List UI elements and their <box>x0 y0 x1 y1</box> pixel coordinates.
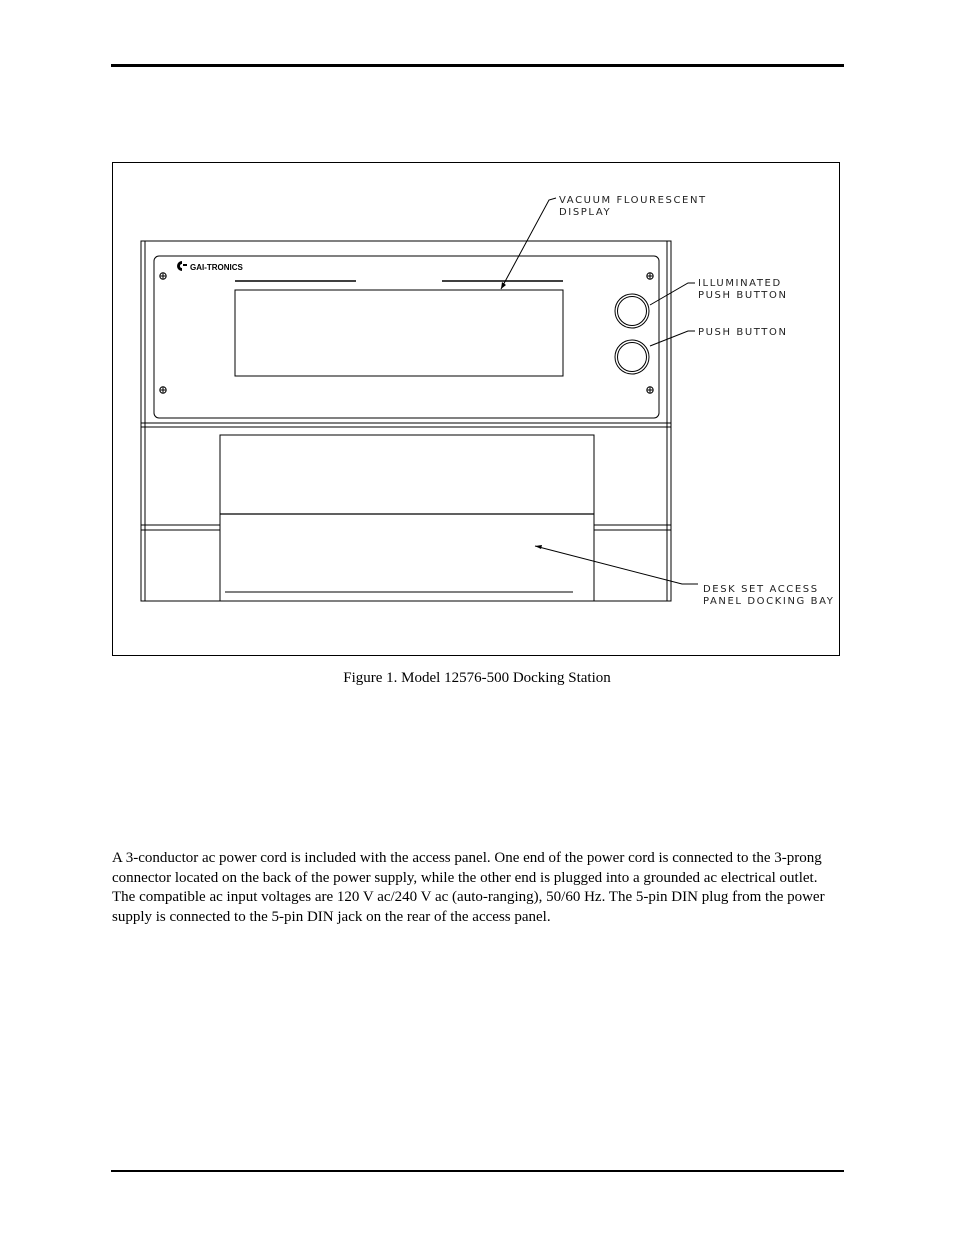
svg-text:GAI-TRONICS: GAI-TRONICS <box>190 263 243 272</box>
callout-push-button: PUSH BUTTON <box>698 327 788 338</box>
front-bezel <box>154 256 659 418</box>
bezel-screws <box>160 273 653 393</box>
gai-tronics-logo <box>177 261 244 272</box>
footer-rule <box>111 1170 844 1172</box>
push-button <box>615 340 649 374</box>
callout-illuminated-2: PUSH BUTTON <box>698 290 788 301</box>
callout-display-1: VACUUM FLOURESCENT <box>559 195 707 206</box>
figure-frame <box>112 162 840 656</box>
callout-illuminated-1: ILLUMINATED <box>698 278 782 289</box>
callout-display-2: DISPLAY <box>559 207 612 218</box>
callout-docking-2: PANEL DOCKING BAY <box>703 596 835 607</box>
docking-station-drawing <box>113 163 841 657</box>
header-rule <box>111 64 844 67</box>
vfd-display <box>235 290 563 376</box>
figure-caption: Figure 1. Model 12576-500 Docking Station <box>343 670 611 686</box>
docking-bay <box>220 435 594 601</box>
body-paragraph: A 3-conductor ac power cord is included with the access panel. One end of the power cord is connected to the 3-prong connector located on the back of the power supply, while the other end is plugged into a grounded ac electrical outlet. The compatible ac input voltages are 120 V ac/240 V ac (auto-ranging), 50/60 Hz. The 5-pin DIN plug from the power supply is connected to the 5-pin DIN jack on the rear of the access panel. <box>112 850 825 925</box>
illuminated-push-button <box>615 294 649 328</box>
callout-docking-1: DESK SET ACCESS <box>703 584 819 595</box>
